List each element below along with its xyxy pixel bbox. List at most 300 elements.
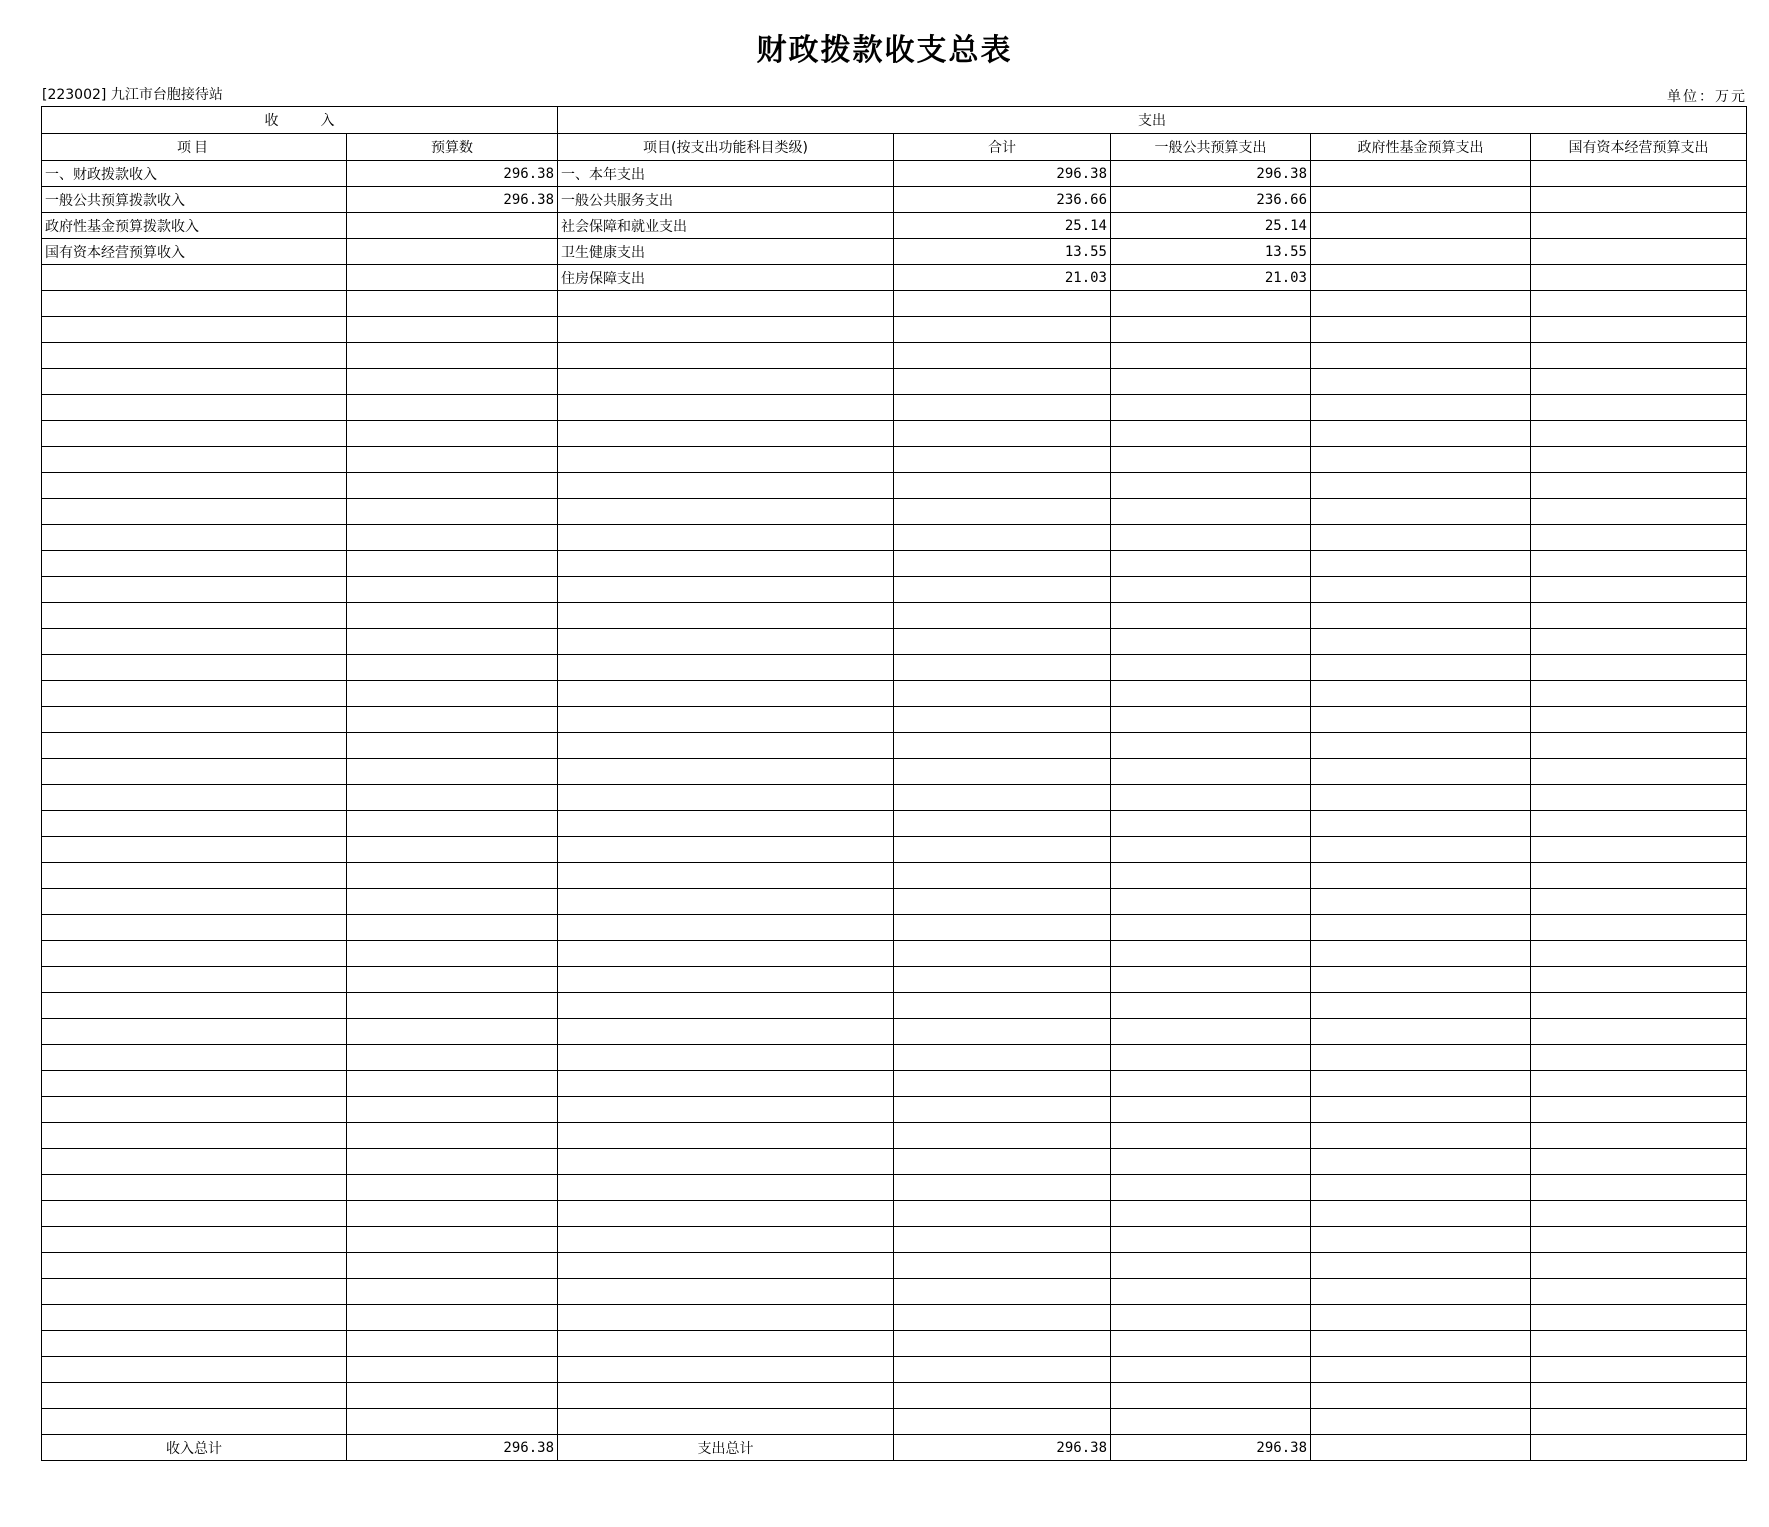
empty-cell [1531, 785, 1747, 811]
table-row [42, 239, 1747, 265]
empty-cell [558, 655, 894, 681]
group-header-row [42, 107, 1747, 134]
empty-cell [347, 889, 558, 915]
empty-cell [42, 1149, 347, 1175]
col-header-total: 合计 [894, 134, 1111, 161]
empty-cell [347, 629, 558, 655]
column-header-row [42, 134, 1747, 161]
empty-cell [894, 889, 1111, 915]
empty-cell [1531, 1175, 1747, 1201]
empty-cell [1111, 1201, 1311, 1227]
empty-cell [1111, 993, 1311, 1019]
expense-general: 296.38 [1111, 161, 1311, 187]
empty-cell [1311, 577, 1531, 603]
empty-cell [347, 1123, 558, 1149]
expense-item: 卫生健康支出 [558, 239, 894, 265]
expense-total: 25.14 [894, 213, 1111, 239]
empty-cell [558, 785, 894, 811]
empty-cell [894, 603, 1111, 629]
empty-cell [894, 1019, 1111, 1045]
income-amount [347, 213, 558, 239]
empty-cell [42, 1045, 347, 1071]
empty-cell [1311, 343, 1531, 369]
empty-cell [1311, 525, 1531, 551]
empty-cell [1531, 759, 1747, 785]
expense-general: 25.14 [1111, 213, 1311, 239]
empty-row [42, 1279, 1747, 1305]
empty-cell [894, 941, 1111, 967]
empty-cell [894, 785, 1111, 811]
empty-row [42, 525, 1747, 551]
expense-fund [1311, 239, 1531, 265]
expense-group-header: 支出 [558, 107, 1747, 134]
empty-cell [42, 1227, 347, 1253]
empty-cell [1111, 655, 1311, 681]
empty-row [42, 343, 1747, 369]
empty-cell [558, 499, 894, 525]
empty-cell [894, 1357, 1111, 1383]
expense-state [1531, 161, 1747, 187]
empty-cell [558, 967, 894, 993]
empty-cell [1531, 577, 1747, 603]
empty-cell [1531, 525, 1747, 551]
empty-cell [1311, 1149, 1531, 1175]
expense-total: 296.38 [894, 161, 1111, 187]
income-amount: 296.38 [347, 161, 558, 187]
empty-cell [558, 1201, 894, 1227]
empty-cell [1531, 915, 1747, 941]
empty-row [42, 551, 1747, 577]
empty-cell [558, 837, 894, 863]
empty-row [42, 863, 1747, 889]
empty-cell [558, 889, 894, 915]
empty-cell [347, 811, 558, 837]
empty-cell [1311, 837, 1531, 863]
empty-cell [1111, 629, 1311, 655]
empty-cell [894, 1175, 1111, 1201]
empty-row [42, 837, 1747, 863]
empty-cell [558, 343, 894, 369]
empty-cell [558, 1019, 894, 1045]
empty-cell [1111, 733, 1311, 759]
expense-state [1531, 187, 1747, 213]
empty-cell [347, 1357, 558, 1383]
empty-cell [1111, 759, 1311, 785]
empty-cell [347, 681, 558, 707]
empty-cell [1531, 1357, 1747, 1383]
empty-cell [1111, 395, 1311, 421]
empty-row [42, 629, 1747, 655]
empty-cell [558, 1175, 894, 1201]
empty-cell [894, 1227, 1111, 1253]
empty-cell [558, 317, 894, 343]
empty-row [42, 785, 1747, 811]
expense-total-general: 296.38 [1111, 1435, 1311, 1461]
col-header-budget: 预算数 [347, 134, 558, 161]
empty-cell [894, 733, 1111, 759]
empty-row [42, 759, 1747, 785]
empty-cell [42, 291, 347, 317]
empty-row [42, 993, 1747, 1019]
empty-cell [558, 1227, 894, 1253]
empty-cell [894, 759, 1111, 785]
empty-cell [42, 1279, 347, 1305]
empty-cell [1531, 1279, 1747, 1305]
empty-cell [1111, 1019, 1311, 1045]
empty-cell [1311, 499, 1531, 525]
empty-cell [894, 1409, 1111, 1435]
empty-cell [42, 1175, 347, 1201]
empty-cell [42, 1019, 347, 1045]
empty-cell [1311, 733, 1531, 759]
empty-row [42, 1253, 1747, 1279]
empty-cell [558, 993, 894, 1019]
empty-cell [1311, 889, 1531, 915]
empty-cell [1311, 317, 1531, 343]
empty-cell [347, 655, 558, 681]
empty-row [42, 473, 1747, 499]
empty-cell [894, 655, 1111, 681]
empty-cell [558, 1331, 894, 1357]
empty-cell [42, 421, 347, 447]
empty-cell [1531, 889, 1747, 915]
empty-cell [347, 707, 558, 733]
empty-cell [1111, 1305, 1311, 1331]
empty-cell [894, 343, 1111, 369]
income-amount: 296.38 [347, 187, 558, 213]
empty-cell [558, 291, 894, 317]
empty-cell [1111, 1383, 1311, 1409]
empty-cell [1531, 1253, 1747, 1279]
empty-cell [894, 707, 1111, 733]
empty-cell [347, 1305, 558, 1331]
empty-cell [894, 915, 1111, 941]
empty-cell [1531, 395, 1747, 421]
empty-cell [894, 1383, 1111, 1409]
empty-cell [894, 395, 1111, 421]
income-total-label: 收入总计 [42, 1435, 347, 1461]
empty-cell [558, 551, 894, 577]
empty-cell [1111, 603, 1311, 629]
empty-cell [1531, 473, 1747, 499]
empty-cell [1111, 863, 1311, 889]
empty-cell [347, 1201, 558, 1227]
empty-cell [1311, 941, 1531, 967]
empty-cell [347, 1383, 558, 1409]
empty-cell [1311, 1071, 1531, 1097]
empty-row [42, 811, 1747, 837]
empty-cell [1531, 1201, 1747, 1227]
empty-cell [347, 369, 558, 395]
empty-cell [894, 291, 1111, 317]
empty-cell [1111, 1331, 1311, 1357]
empty-cell [42, 1253, 347, 1279]
empty-cell [1311, 1331, 1531, 1357]
empty-cell [558, 1045, 894, 1071]
empty-cell [42, 1097, 347, 1123]
empty-cell [558, 1123, 894, 1149]
empty-cell [347, 915, 558, 941]
empty-cell [1111, 551, 1311, 577]
income-item: 国有资本经营预算收入 [42, 239, 347, 265]
empty-cell [1311, 1019, 1531, 1045]
empty-cell [1111, 291, 1311, 317]
empty-cell [894, 1045, 1111, 1071]
empty-cell [1531, 1331, 1747, 1357]
empty-cell [1311, 967, 1531, 993]
empty-cell [1531, 967, 1747, 993]
empty-cell [1311, 395, 1531, 421]
empty-cell [1111, 967, 1311, 993]
empty-cell [1111, 811, 1311, 837]
empty-cell [347, 499, 558, 525]
empty-cell [42, 551, 347, 577]
empty-cell [347, 1175, 558, 1201]
empty-cell [1111, 1175, 1311, 1201]
empty-cell [1531, 993, 1747, 1019]
empty-row [42, 1409, 1747, 1435]
empty-cell [42, 473, 347, 499]
empty-cell [1531, 707, 1747, 733]
empty-cell [42, 1331, 347, 1357]
empty-cell [347, 577, 558, 603]
empty-cell [1531, 811, 1747, 837]
empty-cell [1531, 1149, 1747, 1175]
empty-cell [894, 1253, 1111, 1279]
empty-cell [1311, 1227, 1531, 1253]
income-amount [347, 239, 558, 265]
empty-cell [894, 1305, 1111, 1331]
empty-cell [894, 499, 1111, 525]
empty-cell [1531, 447, 1747, 473]
empty-cell [347, 447, 558, 473]
expense-total-total: 296.38 [894, 1435, 1111, 1461]
empty-cell [558, 681, 894, 707]
table-row [42, 187, 1747, 213]
empty-cell [1311, 915, 1531, 941]
expense-fund [1311, 213, 1531, 239]
empty-cell [1311, 863, 1531, 889]
expense-fund [1311, 187, 1531, 213]
empty-cell [347, 759, 558, 785]
empty-row [42, 577, 1747, 603]
empty-cell [347, 421, 558, 447]
fiscal-report-table [41, 106, 1747, 1461]
empty-cell [42, 655, 347, 681]
empty-cell [558, 1253, 894, 1279]
empty-cell [894, 681, 1111, 707]
empty-cell [894, 629, 1111, 655]
empty-cell [42, 317, 347, 343]
table-row [42, 213, 1747, 239]
empty-cell [1311, 603, 1531, 629]
empty-cell [1531, 1123, 1747, 1149]
table-row [42, 161, 1747, 187]
empty-cell [1531, 1409, 1747, 1435]
empty-row [42, 1227, 1747, 1253]
empty-cell [894, 863, 1111, 889]
empty-cell [558, 1149, 894, 1175]
empty-cell [894, 577, 1111, 603]
income-group-header: 收 入 [42, 107, 558, 134]
empty-row [42, 1019, 1747, 1045]
empty-cell [1111, 1227, 1311, 1253]
empty-cell [42, 343, 347, 369]
empty-cell [1531, 733, 1747, 759]
total-row [42, 1435, 1747, 1461]
expense-total: 236.66 [894, 187, 1111, 213]
empty-cell [1311, 447, 1531, 473]
empty-cell [1531, 499, 1747, 525]
expense-state [1531, 213, 1747, 239]
expense-general: 21.03 [1111, 265, 1311, 291]
empty-cell [1111, 1253, 1311, 1279]
empty-cell [347, 1227, 558, 1253]
empty-cell [558, 473, 894, 499]
empty-cell [558, 707, 894, 733]
empty-cell [347, 967, 558, 993]
col-header-exp-item: 项目(按支出功能科目类级) [558, 134, 894, 161]
expense-general: 13.55 [1111, 239, 1311, 265]
empty-cell [1531, 369, 1747, 395]
col-header-item: 项目 [42, 134, 347, 161]
empty-cell [42, 499, 347, 525]
empty-cell [1311, 291, 1531, 317]
empty-row [42, 1149, 1747, 1175]
empty-cell [1311, 1175, 1531, 1201]
empty-row [42, 603, 1747, 629]
empty-cell [894, 967, 1111, 993]
empty-cell [1531, 317, 1747, 343]
empty-cell [894, 1279, 1111, 1305]
page-title: 财政拨款收支总表 [756, 33, 1013, 68]
empty-cell [1111, 837, 1311, 863]
empty-row [42, 967, 1747, 993]
empty-cell [1531, 1227, 1747, 1253]
empty-cell [558, 1383, 894, 1409]
empty-cell [894, 473, 1111, 499]
empty-cell [894, 447, 1111, 473]
empty-cell [1111, 369, 1311, 395]
empty-cell [558, 447, 894, 473]
empty-cell [1111, 525, 1311, 551]
expense-item: 一、本年支出 [558, 161, 894, 187]
empty-cell [1311, 1357, 1531, 1383]
empty-cell [558, 1097, 894, 1123]
empty-cell [347, 1331, 558, 1357]
empty-row [42, 369, 1747, 395]
empty-cell [347, 993, 558, 1019]
empty-cell [347, 317, 558, 343]
empty-cell [558, 733, 894, 759]
empty-cell [1531, 1097, 1747, 1123]
income-item: 一般公共预算拨款收入 [42, 187, 347, 213]
expense-state [1531, 265, 1747, 291]
expense-total-label: 支出总计 [558, 1435, 894, 1461]
col-header-general: 一般公共预算支出 [1111, 134, 1311, 161]
empty-cell [894, 1123, 1111, 1149]
empty-row [42, 1097, 1747, 1123]
empty-cell [42, 369, 347, 395]
empty-cell [1111, 499, 1311, 525]
empty-cell [347, 1071, 558, 1097]
empty-cell [894, 993, 1111, 1019]
empty-cell [347, 1149, 558, 1175]
empty-cell [1311, 629, 1531, 655]
empty-cell [1311, 1279, 1531, 1305]
empty-cell [42, 1409, 347, 1435]
empty-cell [347, 785, 558, 811]
empty-cell [1531, 291, 1747, 317]
empty-cell [1311, 369, 1531, 395]
unit-name: [223002] 九江市台胞接待站 [42, 87, 223, 103]
income-amount [347, 265, 558, 291]
empty-cell [347, 343, 558, 369]
empty-cell [42, 967, 347, 993]
empty-cell [42, 577, 347, 603]
empty-cell [894, 317, 1111, 343]
empty-row [42, 421, 1747, 447]
empty-row [42, 447, 1747, 473]
empty-cell [1111, 1409, 1311, 1435]
empty-cell [1111, 915, 1311, 941]
empty-row [42, 707, 1747, 733]
expense-total-fund [1311, 1435, 1531, 1461]
empty-cell [1111, 941, 1311, 967]
empty-cell [558, 1357, 894, 1383]
empty-cell [894, 1097, 1111, 1123]
empty-cell [347, 1045, 558, 1071]
income-total-amount: 296.38 [347, 1435, 558, 1461]
empty-cell [1311, 551, 1531, 577]
empty-cell [42, 1123, 347, 1149]
col-header-state: 国有资本经营预算支出 [1531, 134, 1747, 161]
empty-cell [1531, 1305, 1747, 1331]
empty-row [42, 291, 1747, 317]
empty-cell [1111, 1279, 1311, 1305]
empty-cell [42, 785, 347, 811]
empty-row [42, 1045, 1747, 1071]
empty-cell [42, 629, 347, 655]
empty-cell [347, 837, 558, 863]
empty-cell [42, 525, 347, 551]
empty-cell [558, 525, 894, 551]
empty-row [42, 1201, 1747, 1227]
empty-cell [1111, 1097, 1311, 1123]
empty-cell [1111, 317, 1311, 343]
empty-cell [347, 863, 558, 889]
empty-row [42, 395, 1747, 421]
expense-total-state [1531, 1435, 1747, 1461]
empty-cell [894, 837, 1111, 863]
empty-row [42, 889, 1747, 915]
empty-cell [558, 1279, 894, 1305]
empty-cell [42, 941, 347, 967]
income-item: 政府性基金预算拨款收入 [42, 213, 347, 239]
empty-cell [558, 759, 894, 785]
empty-cell [894, 1071, 1111, 1097]
empty-cell [42, 993, 347, 1019]
empty-cell [1311, 1123, 1531, 1149]
empty-cell [1111, 889, 1311, 915]
empty-cell [558, 603, 894, 629]
empty-cell [42, 863, 347, 889]
empty-cell [1311, 473, 1531, 499]
empty-cell [347, 733, 558, 759]
empty-cell [1111, 421, 1311, 447]
empty-cell [558, 577, 894, 603]
expense-general: 236.66 [1111, 187, 1311, 213]
